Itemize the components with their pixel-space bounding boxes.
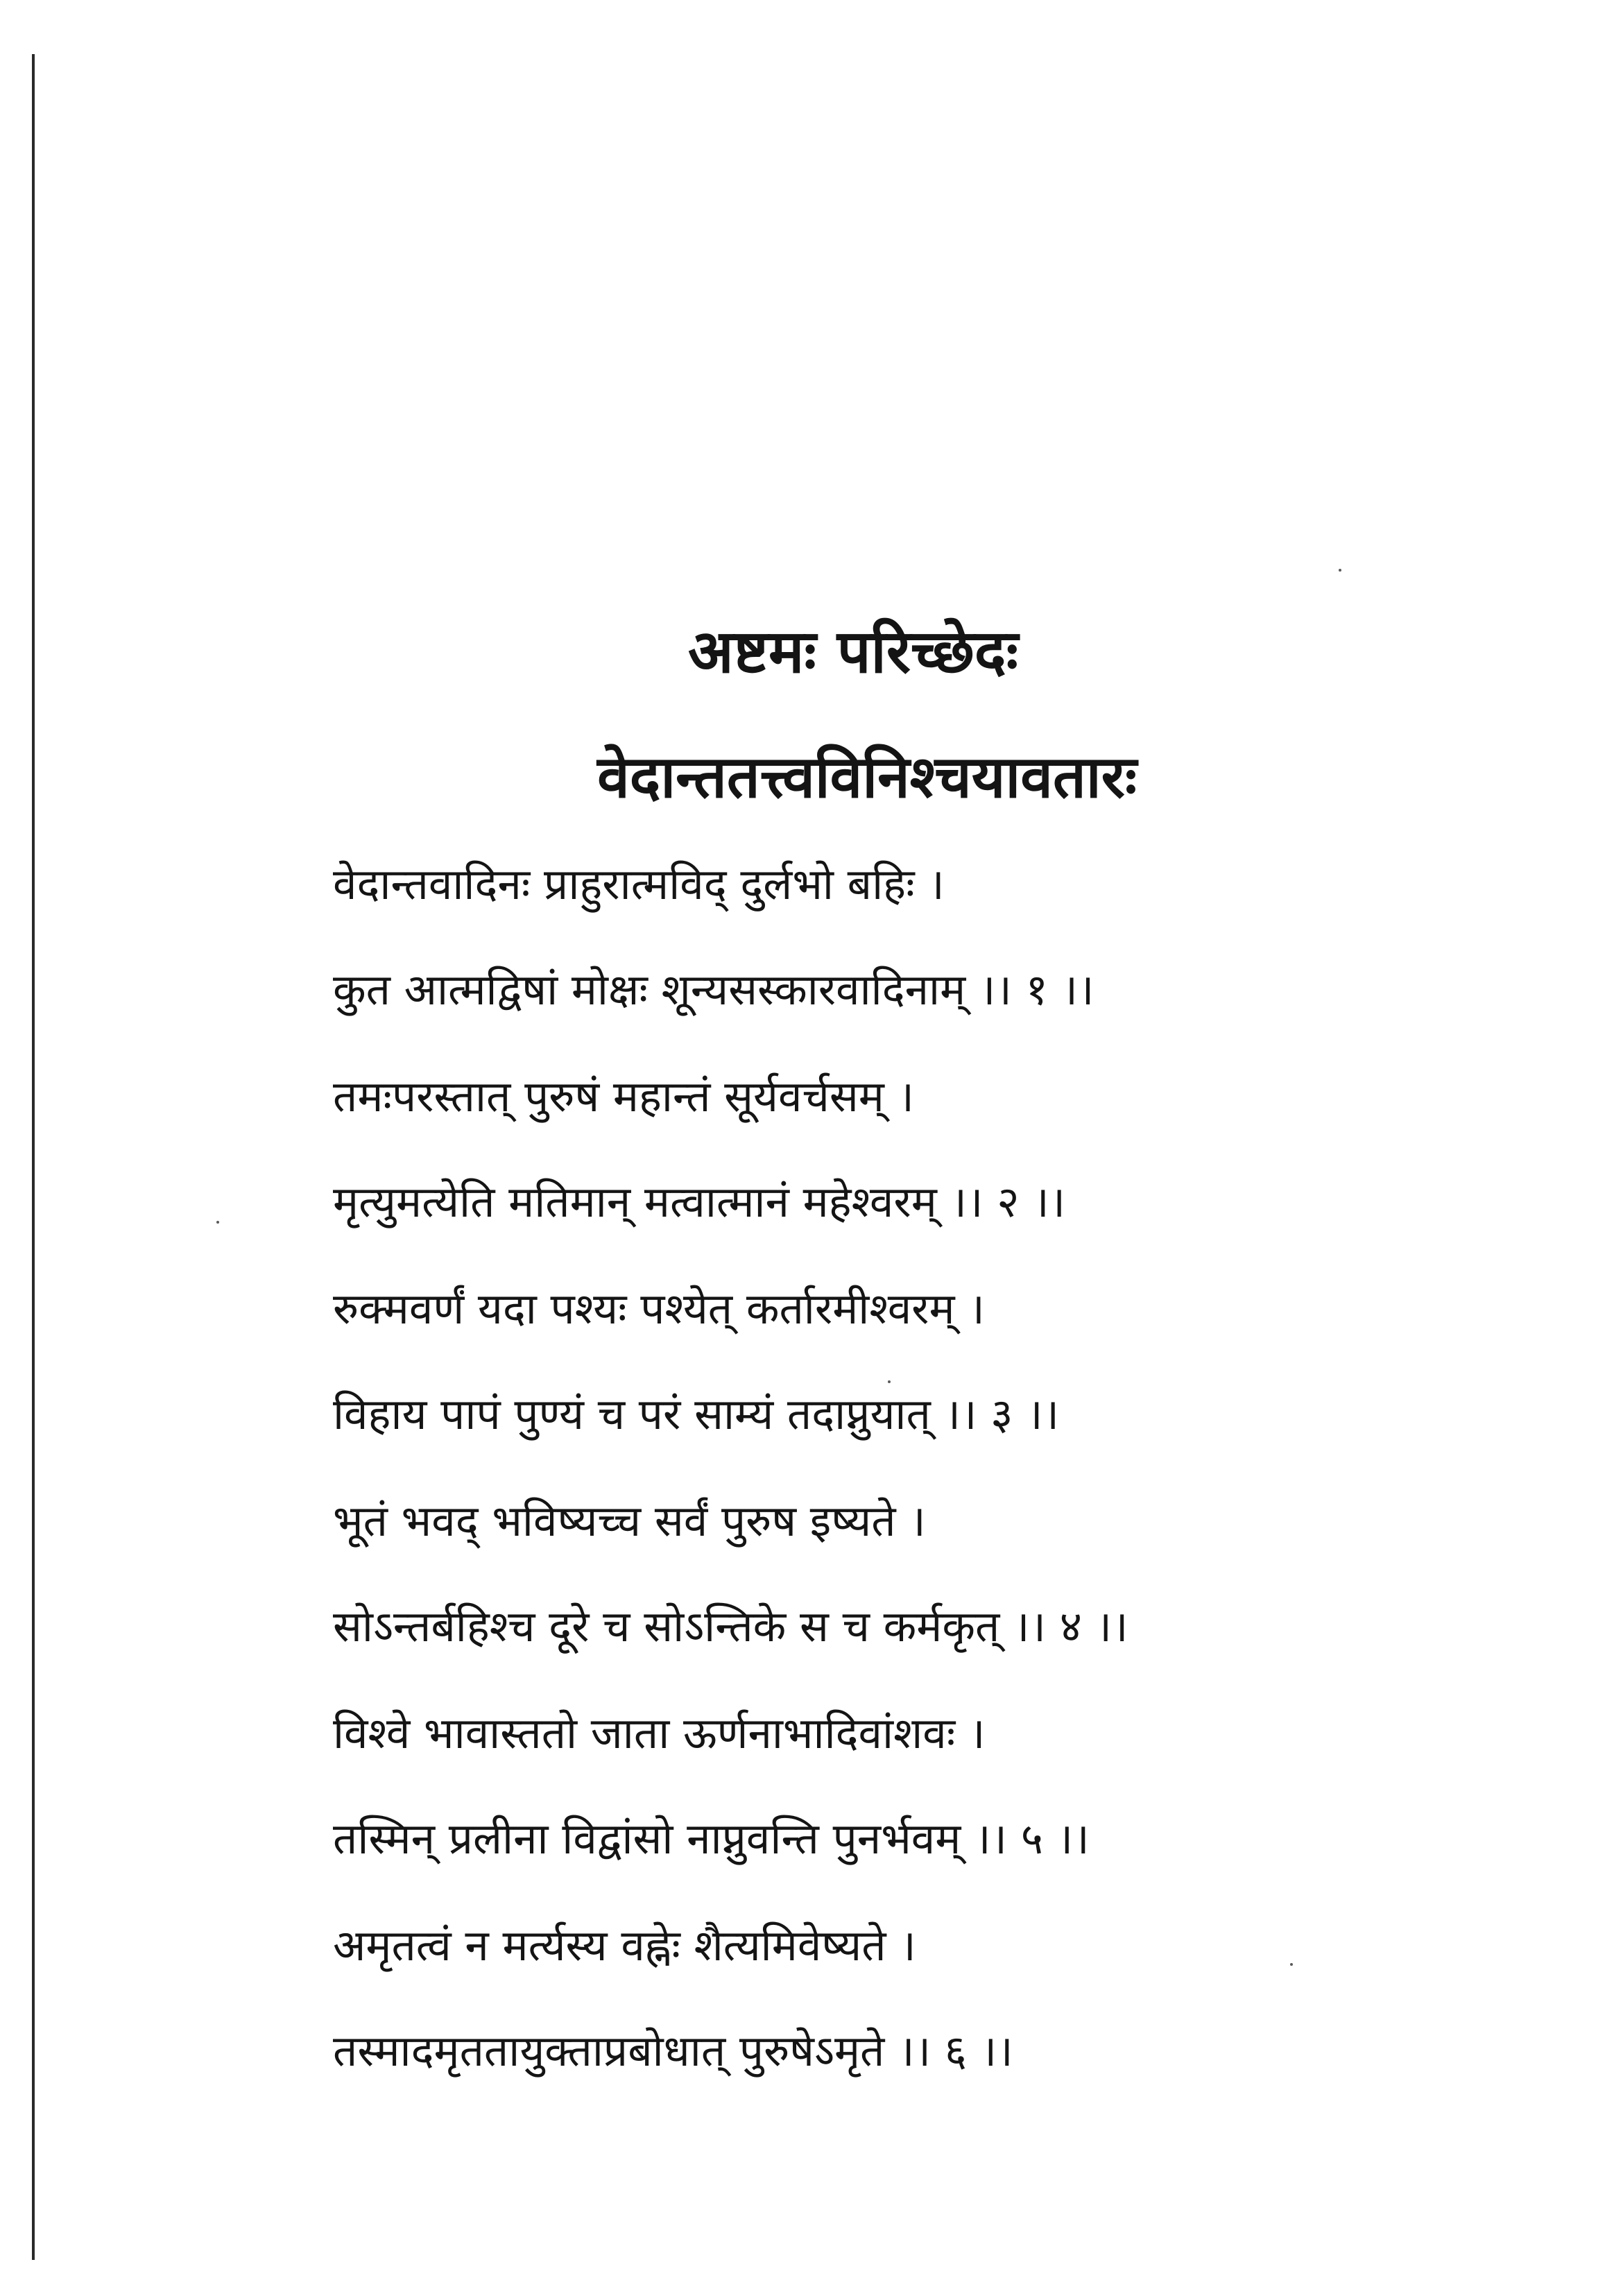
verse-line-second: तस्मिन् प्रलीना विद्वांसो नाप्नुवन्ति पुनर्भवम् ।। ५ ।। [333,1813,1090,1864]
verse-line-second: तस्मादमृततायुक्ताप्रबोधात् पुरुषेऽमृते ।। ६ ।। [333,2025,1013,2076]
scan-speck [216,1221,219,1224]
verse-line-first: वेदान्तवादिनः प्राहुरात्मविद् दुर्लभो बहिः । [333,859,945,909]
verse-line-first: भूतं भवद् भविष्यच्च सर्वं पुरुष इष्यते । [333,1496,926,1546]
left-margin-line [32,54,35,2260]
verse-line-second: मृत्युमत्येति मतिमान् मत्वात्मानं महेश्वरम् ।। २ ।। [333,1176,1066,1227]
verse-1 [333,853,1443,1021]
chapter-title: अष्टमः परिच्छेदः [688,617,1018,687]
verse-line-second: सोऽन्तर्बहिश्च दूरे च सोऽन्तिके स च कर्मकृत् ।। ४ ।। [333,1601,1128,1652]
verse-line-first: अमृतत्वं न मर्त्यस्य वह्नेः शैत्यमिवेष्यते । [333,1920,916,1971]
verse-line-second: विहाय पापं पुण्यं च परं साम्यं तदाप्नुयात् ।। ३ ।। [333,1389,1060,1439]
verse-4 [333,1490,1443,1658]
verse-list [333,853,1443,2127]
verse-5 [333,1702,1443,1870]
verse-line-second: कुत आत्मद्विषां मोक्षः शून्यसस्कारवादिनाम् ।। १ ।। [333,964,1094,1015]
verse-2 [333,1065,1443,1233]
verse-line-first: तमःपरस्तात् पुरुषं महान्तं सूर्यवर्चसम् । [333,1071,915,1122]
verse-line-first: रुक्मवर्णं यदा पश्यः पश्येत् कर्तारमीश्वरम् । [333,1283,985,1334]
verse-line-first: विश्वे भावास्ततो जाता ऊर्णनाभादिवांशवः । [333,1708,986,1758]
section-title: वेदान्ततत्त्वविनिश्चयावतारः [597,742,1137,811]
verse-6 [333,1914,1443,2082]
verse-3 [333,1278,1443,1446]
scan-speck [1339,569,1341,572]
